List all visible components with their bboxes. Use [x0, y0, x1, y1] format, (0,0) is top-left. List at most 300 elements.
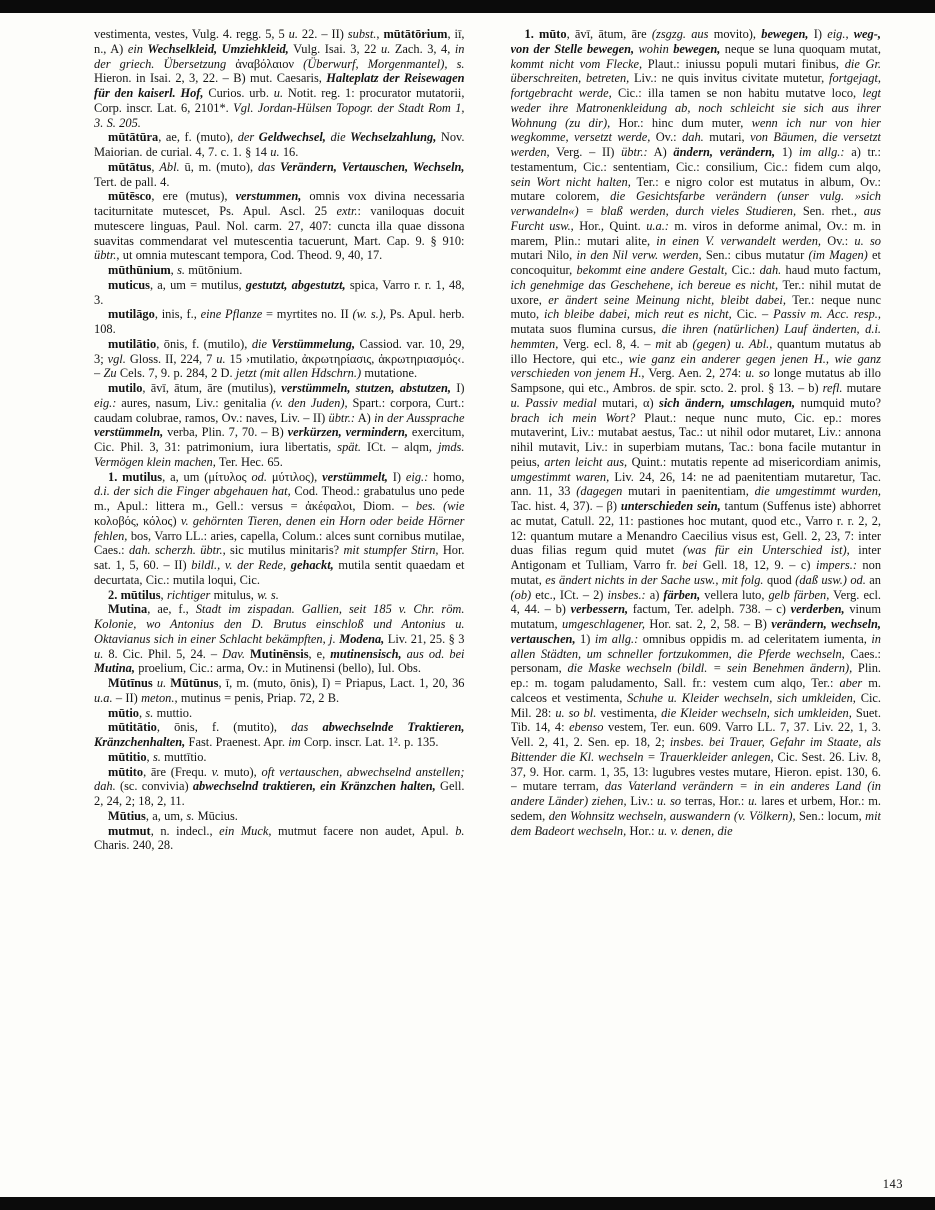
text-run: abwechselnde Traktieren, Kränzchenhalten,	[94, 720, 465, 749]
text-run: Suet. Tib. 14, 4:	[510, 705, 881, 735]
scan-edge-top	[0, 0, 935, 13]
dictionary-entry	[94, 750, 465, 765]
text-run: bewegen,	[673, 41, 721, 56]
text-run: Verg. ecl. 8, 4. –	[558, 336, 656, 351]
dictionary-entry	[94, 809, 465, 824]
text-run: abwechselnd traktieren, ein Kränzchen halten,	[192, 779, 436, 794]
dictionary-entry	[94, 676, 465, 706]
text-run: mutmut	[108, 823, 151, 838]
text-run: w. s.	[257, 587, 279, 602]
text-run: ändern, verändern,	[673, 145, 776, 159]
text-run: d.i. der sich die Finger abgehauen hat,	[94, 484, 291, 499]
text-run: , a, um,	[145, 808, 187, 823]
text-run: verkürzen, vermindern,	[287, 425, 408, 440]
text-run: Caes.: personam,	[510, 646, 881, 676]
text-run: sein Wort nicht halten,	[510, 174, 631, 189]
text-run: mūtitio	[108, 749, 147, 764]
text-run: u. so	[657, 794, 682, 808]
text-run: ,	[138, 705, 146, 720]
text-run: brach ich mein Wort?	[510, 410, 636, 425]
text-run: u. v. denen, die	[657, 823, 733, 838]
dictionary-entry	[94, 130, 465, 160]
text-run: übtr.,	[94, 248, 120, 263]
text-run: vgl.	[107, 351, 126, 366]
text-run: u.	[152, 676, 171, 690]
text-run: übtr.:	[621, 145, 648, 159]
text-run: Wechselzahlung,	[350, 130, 437, 145]
text-run: s.	[152, 749, 161, 764]
text-run: spica, Varro r. r. 1, 48, 3.	[94, 277, 465, 307]
text-run: muttio.	[153, 705, 193, 720]
text-run: umgeschlagener,	[562, 617, 645, 631]
text-run: mutila sentit quaedam et decurtata, Cic.: mutila loqui, Cic.	[94, 558, 465, 587]
text-run: vinum mutatum,	[510, 602, 881, 631]
text-run: Mūtūnus	[170, 676, 219, 690]
text-run: bildl., v. der Rede,	[191, 558, 291, 572]
text-run: Quint.: mutatis repente ad misericordiam animis,	[627, 454, 881, 469]
text-run: die Gesichtsfarbe verändern (unser vulg. »sich verwandeln«) = blaß werden, durch vieles Studieren,	[510, 189, 881, 218]
text-run: , ae, f. (muto),	[158, 130, 238, 145]
text-run: Passiv m. Acc. resp.,	[773, 307, 881, 322]
text-run: s.	[177, 263, 185, 277]
dictionary-entry	[94, 588, 465, 603]
text-run: Ter.: neque nunc muto,	[510, 292, 881, 322]
text-run: homo,	[428, 469, 465, 484]
text-run: : vaniloquas docuit mutescere linguas, Paul. Nol. carm. 27, 407: cuncta illa quae dissona suavitas commendarat vel mutescentia tacuerunt, Mart. Cap. 9. § 910:	[94, 204, 465, 248]
text-run: mutmut facere non audet, Apul.	[271, 823, 456, 838]
text-run: Corp. inscr. Lat. 1². p. 135.	[300, 735, 439, 749]
dictionary-entry	[94, 381, 465, 470]
text-run: ū, m. (muto),	[179, 159, 258, 174]
text-run: lares et urbem, Hor.: m. sedem,	[510, 794, 881, 823]
text-run: Hor. sat. 1, 5, 60. – II)	[94, 543, 465, 572]
dictionary-entry	[94, 278, 465, 308]
text-run: Sen. rhet.,	[796, 204, 864, 218]
text-run: mūtito	[108, 764, 144, 779]
text-run: mūtātūra	[108, 130, 159, 145]
text-run: ,	[160, 587, 167, 602]
dictionary-entry	[94, 470, 465, 588]
left-column	[94, 27, 465, 1194]
dictionary-entry	[94, 602, 465, 676]
text-run: Mutinēnsis	[250, 646, 309, 661]
text-run: die Maske wechseln (bildl. = sein Benehmen ändern),	[567, 661, 853, 676]
text-run: er ändert seine Meinung nicht, bleibt dabei,	[548, 292, 786, 307]
text-run: Verg. Aen. 2, 274:	[644, 366, 746, 381]
text-run: , iī, n., A)	[94, 27, 465, 56]
text-run: die	[325, 130, 351, 145]
text-run: Cic. Mil. 28:	[510, 690, 881, 720]
text-run: m. calceos et vestimenta,	[510, 676, 881, 705]
text-run: refl.	[822, 381, 843, 395]
text-run: mutilāgo	[108, 307, 155, 322]
text-run: Verg. – II)	[549, 145, 622, 159]
text-run: verändern, wechseln, vertauschen,	[510, 617, 881, 646]
text-run: od.	[251, 469, 267, 484]
text-run: verderben,	[790, 602, 845, 617]
text-run: mutilātio	[108, 336, 157, 351]
text-run: sic mutilus minitaris?	[225, 543, 344, 558]
text-run: , āvī, ātum, āre	[566, 27, 652, 41]
text-run: u. so	[745, 366, 770, 381]
text-run: Notit. reg. 1: procurator mutatorii, Corp. inscr. Lat. 6, 2101*.	[94, 86, 465, 115]
text-run: A)	[355, 410, 375, 425]
text-run: , ae, f.,	[147, 602, 196, 617]
text-run: mutari Nilo,	[510, 248, 577, 263]
text-run: 1. mutilus	[108, 469, 163, 484]
text-run: mutari, α)	[596, 395, 660, 410]
text-run: ICt. – alqm,	[361, 440, 438, 454]
text-run: , a, um (μίτυλος	[162, 469, 252, 484]
text-run: mutilo	[108, 381, 143, 395]
text-run: insbes. bei Trauer, Gefahr im Staate, als Bittender die Kl. wechseln = Trauerkleider anlegen,	[510, 735, 881, 764]
text-run: die Gr. überschreiten, betreten,	[510, 56, 881, 86]
text-run: quod	[763, 572, 796, 587]
text-run: longe mutatus ab illo Sampsone, qui etc., Ambros. de spir. scto. 2. prol. § 13. – b)	[510, 366, 881, 395]
text-run: mūtio	[108, 705, 139, 720]
text-run: omnis vox divina necessaria taciturnitate mutescet, Ps. Apul. Ascl. 25	[94, 189, 465, 218]
text-run: ebenso	[569, 720, 604, 735]
text-run: Verg. ecl. 4, 44. – b)	[510, 587, 881, 617]
text-run: Hieron. in Isai. 2, 3, 22. – B) mut. Caesaris,	[94, 71, 327, 86]
text-run: Gell. 2, 24, 2; 18, 2, 11.	[94, 779, 465, 808]
text-run: exercitum, Cic. Phil. 3, 31: patrimonium, iura libertatis,	[94, 425, 465, 454]
text-run: ein	[127, 41, 148, 56]
text-run: terras, Hor.:	[681, 794, 749, 808]
text-run: Fast. Praenest. Apr.	[185, 735, 289, 749]
text-run: Liv.:	[626, 794, 658, 808]
text-run: non mutat,	[510, 558, 881, 587]
text-run: insbes.:	[607, 587, 646, 602]
text-run: mit dem Badeort wechseln,	[510, 808, 881, 838]
text-run: gelb färben,	[768, 587, 830, 602]
text-run: mutatione.	[361, 366, 418, 381]
text-run: mutata suos flumina cursus,	[510, 322, 662, 336]
text-run: die ihren (natürlichen) Lauf änderten, d.i. hemmten,	[510, 322, 881, 351]
text-run: Ps. Apul. herb. 108.	[94, 307, 465, 336]
text-run: (im Magen)	[808, 248, 868, 263]
text-run: Cassiod. var. 10, 29, 3;	[94, 336, 465, 366]
text-run: Cod. Theod.: grabatulus uno pede m., Apul.: littera m., Gell.: versus = ἀκέφαλοι, Diom. –	[94, 484, 465, 513]
text-run: , ōnis, f. (mutito),	[156, 720, 292, 735]
text-run: κολοβός, κόλος)	[94, 513, 181, 528]
text-run: u. Passiv medial	[510, 395, 597, 410]
text-run: Zu	[103, 366, 117, 381]
text-run: tantum (Suffenus iste) abhorret ac mutat, Catull. 22, 11: pastiones hoc mutant, quod etc., Varro r. r. 2, 2, 12: quantum mutare a Menandro Caecilius visus est, Gell. 2, 23, 7: inter duas filias regum quid mutet	[510, 499, 881, 558]
text-run: im	[288, 735, 301, 749]
text-run: mūthūnium	[108, 263, 171, 277]
text-run: vellera luto,	[700, 587, 769, 602]
text-run: verstümmelt,	[322, 469, 388, 484]
text-run: Hor., Quint.	[573, 218, 647, 233]
text-run: neque se luna quoquam mutat,	[720, 41, 881, 56]
text-run: Tac. hist. 4, 37). – β)	[510, 499, 621, 513]
text-run: unterschieden sein,	[620, 499, 721, 513]
text-run: verstümmeln,	[94, 425, 164, 440]
text-run: Cic.:	[727, 263, 760, 277]
text-run: Schuhe u. Kleider wechseln, sich umkleiden,	[627, 690, 856, 705]
text-run: das	[257, 159, 281, 174]
text-run: inter Antigonam et Tulliam, Varro fr.	[510, 543, 881, 572]
text-run: , a, um = mutilus,	[150, 277, 246, 292]
text-run: extr.	[336, 204, 358, 218]
text-run: v. gehörnten Tieren, denen ein Horn oder beide Hörner fehlen,	[94, 513, 465, 543]
text-run: das	[291, 720, 323, 735]
text-run: bewegen,	[761, 27, 809, 41]
text-run: im allg.:	[594, 631, 639, 646]
text-run: wie ganz ein anderer gegen jenen H., wie ganz verschieden von jenem H.,	[510, 351, 881, 381]
text-run: mūtōnium.	[185, 263, 243, 277]
text-run: Tert. de pall. 4.	[94, 174, 170, 189]
text-run: (was für ein Unterschied ist),	[682, 543, 850, 558]
text-run: Curios. urb.	[203, 86, 274, 100]
text-run: Plaut.: iniussu populi mutari finibus,	[642, 56, 845, 71]
text-run: et concoquitur,	[510, 248, 881, 277]
text-run: dah.	[682, 130, 704, 145]
text-run: ,	[170, 263, 178, 277]
text-run: , inis, f.,	[154, 307, 201, 322]
text-run: wenn ich nur von hier wegkomme, versetzt werde,	[510, 115, 881, 145]
text-run: , āre (Frequ.	[143, 764, 212, 779]
text-run: a) tr.: testamentum, Cic.: sententiam, Cic.: consilium, Cic.: fidem cum alqo,	[510, 145, 881, 174]
dictionary-entry	[94, 706, 465, 721]
text-run: mutari,	[703, 130, 751, 145]
text-run: Dav.	[222, 646, 250, 661]
text-run: ,	[146, 749, 153, 764]
text-run: die umgestimmt wurden,	[754, 484, 881, 499]
text-run: Ov.:	[650, 130, 683, 145]
text-run: u.	[216, 351, 226, 366]
text-run: numquid muto?	[795, 395, 881, 410]
text-run: gestutzt, abgestutzt,	[245, 277, 346, 292]
text-run: in allen Städten, um schneller fortzukommen, die Pferde wechseln,	[510, 631, 881, 661]
text-run: (dagegen	[576, 484, 623, 499]
text-run: subst.	[347, 27, 377, 41]
dictionary-entry	[94, 27, 465, 130]
text-run: vestimenta, vestes, Vulg. 4. regg. 5, 5	[94, 27, 289, 41]
text-run: (v. den Juden),	[271, 395, 348, 410]
text-run: impers.:	[816, 558, 857, 572]
text-run: u.a.	[94, 690, 113, 705]
text-run: färben,	[663, 587, 701, 602]
text-run: vestimenta,	[596, 705, 662, 720]
text-run: u. so bl.	[555, 705, 597, 720]
text-run: mutare	[842, 381, 881, 395]
text-run: mūtitātio	[108, 720, 157, 735]
text-run: ein Muck,	[219, 823, 272, 838]
text-run: 16.	[279, 145, 299, 159]
text-run: muto),	[219, 764, 262, 779]
text-run: Stadt im zispadan. Gallien, seit 185 v. Chr. röm. Kolonie, wo Antonius den D. Brutus einschloß und Antonius u. Oktavianus sich in einer Schlacht bekämpften, j.	[94, 602, 465, 646]
text-run: Modena,	[339, 631, 385, 646]
text-run: in den Nil verw. werden,	[576, 248, 702, 263]
text-run: u.a.:	[646, 218, 669, 233]
text-run: das Vaterland verändern = in ein anderes Land (in andere Länder) ziehen,	[510, 779, 881, 808]
text-run: Verändern, Vertauschen, Wechseln,	[280, 159, 465, 174]
text-run: (zsgzg. aus	[651, 27, 709, 41]
dictionary-entry	[94, 160, 465, 190]
text-run: v.	[211, 764, 220, 779]
text-run: Ter. Hec. 65.	[215, 454, 283, 469]
dictionary-entry	[94, 824, 465, 854]
text-run: movito),	[708, 27, 762, 41]
text-run: a)	[645, 587, 664, 602]
text-run: 1)	[775, 145, 799, 159]
text-run: in der Aussprache	[374, 410, 465, 425]
text-run: 1. mūto	[524, 27, 567, 41]
text-run: Liv. 21, 25. § 3	[384, 631, 465, 646]
text-run: aber	[839, 676, 863, 690]
text-run: (Überwurf, Morgenmantel), s.	[303, 56, 465, 71]
text-run: (ob)	[510, 587, 532, 602]
text-run: 1)	[575, 631, 595, 646]
page-number: 143	[882, 1177, 903, 1191]
text-run: mutinus = penis, Priap. 72, 2 B.	[177, 690, 340, 705]
text-run: die Kleider wechseln, sich umkleiden,	[661, 705, 852, 720]
text-run: aus Furcht usw.,	[510, 204, 881, 233]
text-run: 2. mūtilus	[108, 587, 161, 602]
text-run: dah. scherzh. übtr.,	[128, 543, 226, 558]
text-run: in der griech. Übersetzung	[94, 41, 465, 71]
text-run: im allg.:	[798, 145, 845, 159]
text-run: mūtātus	[108, 159, 152, 174]
text-run: dah.	[759, 263, 782, 277]
text-run: Sen.: cibus mutatur	[701, 248, 809, 263]
text-run: proelium, Cic.: arma, Ov.: in Mutinensi (bello), Iul. Obs.	[134, 661, 421, 676]
text-run: , ōnis, f. (mutilo),	[156, 336, 252, 351]
text-run: etc., ICt. – 2)	[531, 587, 608, 602]
text-run: eig.:	[94, 395, 117, 410]
text-run: Hor. sat. 2, 2, 58. – B)	[644, 617, 772, 631]
text-run: richtiger	[166, 587, 211, 602]
text-run: (sc. convivia)	[115, 779, 193, 794]
text-run: mitulus,	[210, 587, 258, 602]
text-run: Mūtīnus	[108, 676, 153, 690]
text-run: Ov.:	[821, 233, 855, 248]
text-run: A)	[647, 145, 674, 159]
text-run: es ändert nichts in der Sache usw., mit folg.	[545, 572, 764, 587]
text-run: mutinensisch,	[330, 646, 407, 661]
text-run: oft vertauschen, abwechselnd anstellen; dah.	[94, 764, 465, 794]
dictionary-entry	[94, 720, 465, 750]
text-run: Liv.: ne quis invitus civitate mutetur,	[629, 71, 830, 86]
text-run: b.	[455, 823, 465, 838]
text-run: , n. indecl.,	[150, 823, 220, 838]
text-run: , ī, m. (muto, ōnis), I) = Priapus, Lact. 1, 20, 36	[218, 676, 465, 690]
text-run: I)	[451, 381, 465, 395]
text-run: s.	[186, 808, 195, 823]
text-run: meton.,	[141, 690, 178, 705]
dictionary-entry	[511, 27, 882, 838]
text-run: Charis. 240, 28.	[94, 838, 174, 853]
text-run: ich genehmige das Geschehene, ich bereue es nicht,	[510, 277, 779, 292]
dictionary-entry	[94, 337, 465, 381]
text-run: ab	[671, 336, 693, 351]
text-run: u.	[270, 145, 280, 159]
text-run: Mutina,	[94, 661, 135, 676]
text-run: übtr.:	[328, 410, 356, 425]
text-run: Cic. Sest. 26. Liv. 8, 37, 9. Hor. carm. 1, 35, 13: lugubres vestes mutare, Hieron. epist. 130, 6. – mutare terram,	[510, 749, 881, 794]
text-run: ,	[376, 27, 384, 41]
text-run: bei	[682, 558, 698, 572]
text-run: u.	[748, 794, 758, 808]
text-run: Halteplatz der Reisewagen für den kaiserl. Hof,	[94, 71, 465, 100]
text-run: Cels. 7, 9. p. 284, 2 D.	[116, 366, 236, 381]
text-run: Vulg. Isai. 3, 22	[288, 41, 381, 56]
text-run: sich ändern, umschlagen,	[659, 395, 796, 410]
text-run: u.	[288, 27, 298, 41]
text-run: (daß usw.) od.	[795, 572, 866, 587]
text-run: aus od. bei	[406, 646, 465, 661]
text-run: Geldwechsel,	[258, 130, 326, 145]
dictionary-entry	[94, 765, 465, 809]
text-run: 15 ›mutilatio, ἀκρωτηρίασις, ἀκρωτηριασμός‹. –	[94, 351, 465, 381]
text-run: kommt nicht vom Flecke,	[510, 56, 643, 71]
text-run: weg-, von der Stelle bewegen,	[510, 27, 881, 56]
text-run: jetzt (mit allen Hdschrn.)	[235, 366, 362, 381]
text-run: Nov. Maiorian. de curial. 4, 7. c. 1. § 14	[94, 130, 465, 159]
text-run: I)	[808, 27, 828, 41]
text-run: muttītio.	[160, 749, 207, 764]
text-run: Cic.: illa tamen se non habitu mutatve loco,	[611, 86, 863, 100]
text-run: arten leicht aus,	[544, 454, 628, 469]
text-run: Ter.: e nigro color est mutatus in album, Ov.: mutare colorem,	[510, 174, 881, 204]
text-run: Liv. 24, 26, 14: ne ad paenitentiam mutaretur, Tac. ann. 11, 33	[510, 469, 881, 499]
text-run: mutari in paenitentiam,	[622, 484, 755, 499]
text-run: Plaut.: neque nunc muto, Cic. ep.: mores mutaverint, Liv.: mutabat aestus, Tac.: ut nihil odor mutaret, Liv.: annona nihil mutavit, Liv.: in superbiam mutans, Tac.: bona facile mutantur in peius,	[510, 410, 881, 469]
text-run: , e,	[308, 646, 331, 661]
text-run: ut omnia mutescant tempora, Cod. Theod. 9, 40, 17.	[119, 248, 383, 263]
text-run: bes. (wie	[415, 499, 465, 513]
text-run: mūtēsco	[108, 189, 152, 204]
text-run: spät.	[337, 440, 362, 454]
text-run: s.	[145, 705, 154, 720]
text-run: Zach. 3, 4,	[390, 41, 455, 56]
text-run: mit	[655, 336, 672, 351]
text-run: legt weder ihre Matronenkleidung ab, noch schleicht sie sich aus ihrer Wohnung (zu dir),	[510, 86, 881, 130]
text-run: von Bäumen, die versetzt werden,	[510, 130, 881, 159]
text-run: Gloss. II, 224, 7	[125, 351, 217, 366]
text-run: eig.:	[405, 469, 429, 484]
text-run: 8. Cic. Phil. 5, 24. –	[103, 646, 223, 661]
text-run: u.	[94, 646, 104, 661]
text-run: Wechselkleid, Umziehkleid,	[147, 41, 289, 56]
text-run: in einen V. verwandelt werden,	[656, 233, 822, 248]
dictionary-entry	[94, 263, 465, 278]
text-run: = myrtites no. II	[262, 307, 353, 322]
text-run: , āvī, ātum, āre (mutilus),	[142, 381, 282, 395]
text-run: ἀναβόλαιον	[226, 56, 304, 71]
text-run: mit stumpfer Stirn,	[343, 543, 439, 558]
text-run: Gell. 18, 12, 9. – c)	[697, 558, 816, 572]
text-run: umgestimmt waren,	[510, 469, 610, 484]
text-columns	[94, 27, 881, 1194]
text-run: Cic. –	[731, 307, 774, 322]
text-run: I)	[387, 469, 406, 484]
text-run: Ter.: nihil mutat de uxore,	[510, 277, 881, 307]
text-run: Mutina	[108, 602, 148, 617]
text-run: (w. s.),	[352, 307, 387, 322]
text-run: den Wohnsitz wechseln, auswandern (v. Völkern),	[548, 808, 796, 823]
text-run: (gegen) u. Abl.,	[692, 336, 773, 351]
text-run: fortgejagt, fortgebracht werde,	[510, 71, 881, 100]
text-run: Hor.: hinc dum muter,	[610, 115, 752, 130]
text-run: Abl.	[159, 159, 180, 174]
text-run: Mūcius.	[194, 808, 238, 823]
text-run: Mūtius	[108, 808, 146, 823]
text-run: der	[237, 130, 259, 145]
text-run: Verstümmelung,	[271, 336, 356, 351]
